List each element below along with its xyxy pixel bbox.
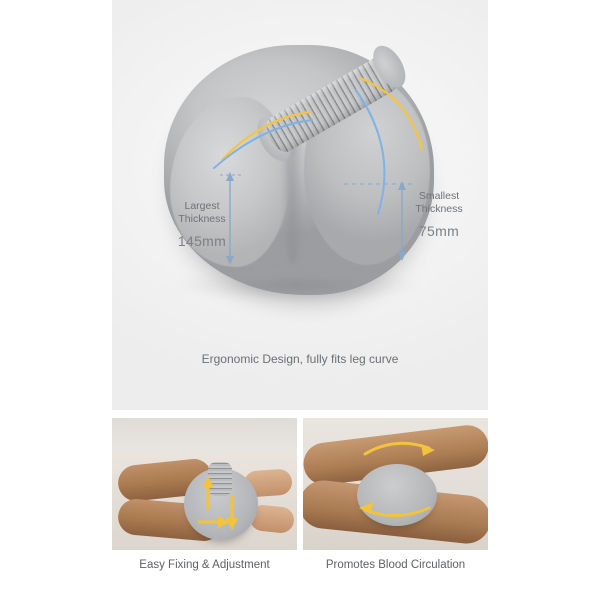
callout-left-value: 145mm: [177, 233, 227, 249]
hero-caption: Ergonomic Design, fully fits leg curve: [201, 352, 399, 366]
tile-photo-legs-side-view: [303, 418, 488, 550]
callout-left-line2: Thickness: [178, 213, 226, 225]
callout-smallest-thickness: [408, 190, 470, 238]
cushion-strap-top-view: [208, 462, 232, 496]
callout-left-line1: Largest: [184, 200, 220, 212]
cushion-drop-shadow: [172, 268, 422, 302]
callout-right-value: 75mm: [418, 223, 460, 239]
hero-product-panel: [112, 0, 488, 410]
feature-tile-blood-circulation: [303, 418, 488, 580]
feature-tiles: [112, 418, 488, 580]
leg-pillow-product-image: [164, 45, 434, 300]
callout-right-line2: Thickness: [415, 203, 463, 215]
tile-label-blood-circulation: Promotes Blood Circulation: [303, 550, 488, 580]
tile-label-easy-fixing: Easy Fixing & Adjustment: [112, 550, 297, 580]
callout-right-line1: Smallest: [418, 190, 460, 202]
callout-largest-thickness: [170, 200, 234, 248]
wall-background: [112, 418, 297, 452]
feature-tile-easy-fixing: [112, 418, 297, 580]
hero-inner: [112, 0, 488, 410]
tile-photo-legs-top-view: [112, 418, 297, 550]
